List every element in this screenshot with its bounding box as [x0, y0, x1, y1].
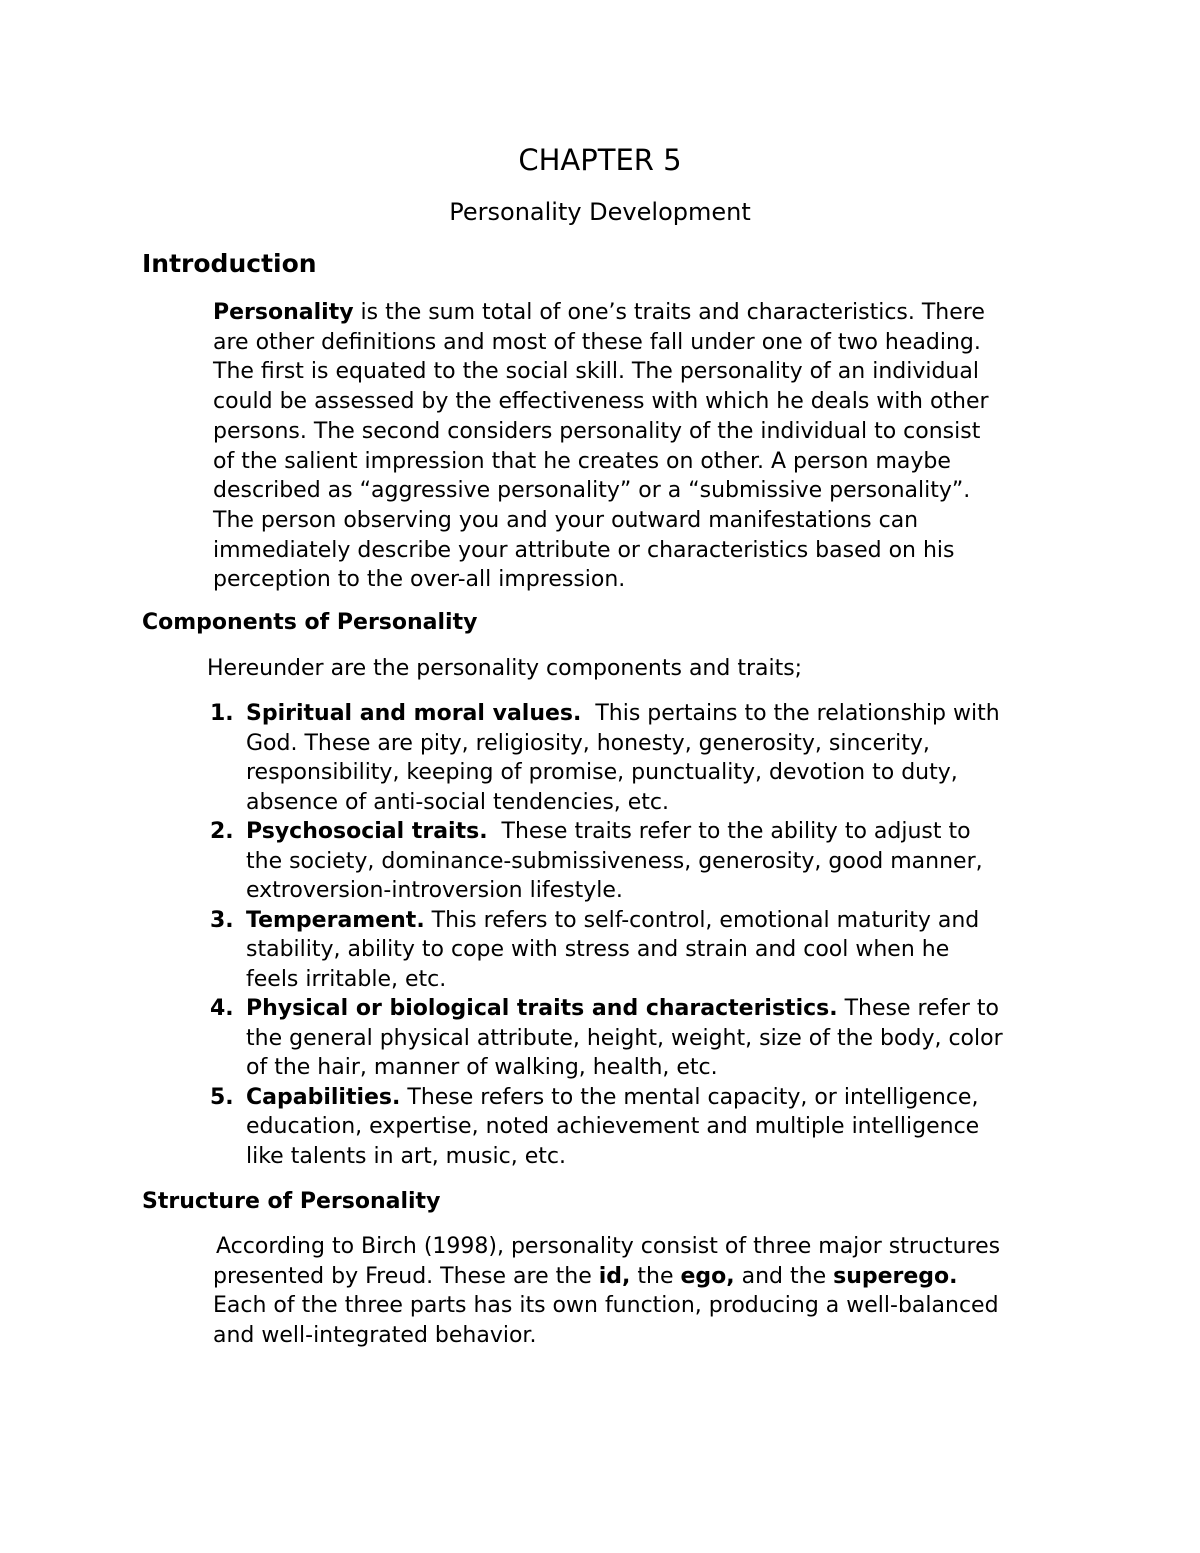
ego-term: ego, — [680, 1263, 735, 1289]
item-line: responsibility, keeping of promise, punctuality, devotion to duty, — [246, 760, 958, 785]
item-title: Capabilities. — [246, 1084, 401, 1110]
item-line: stability, ability to cope with stress and strain and cool when he — [246, 937, 950, 962]
structure-paragraph — [213, 1232, 1073, 1351]
item-title: Spiritual and moral values. — [246, 701, 582, 726]
item-title: Psychosocial traits. — [246, 819, 488, 844]
components-list — [210, 699, 1070, 1171]
intro-line: perception to the over-all impression. — [213, 567, 626, 593]
list-number: 2. — [210, 819, 234, 844]
intro-line: are other definitions and most of these fall under one of two heading. — [213, 329, 981, 355]
structure-line: According to Birch (1998), personality consist of three major structures — [216, 1234, 1001, 1259]
list-number: 1. — [210, 701, 234, 726]
item-line: extroversion-introversion lifestyle. — [246, 878, 623, 903]
item-line: like talents in art, music, etc. — [246, 1143, 566, 1169]
chapter-number: CHAPTER 5 — [518, 143, 682, 177]
components-heading: Components of Personality — [142, 610, 478, 635]
structure-heading: Structure of Personality — [142, 1189, 441, 1214]
intro-line: Personality is the sum total of one’s traits and characteristics. There — [213, 300, 985, 325]
id-term: id, — [598, 1263, 631, 1289]
intro-line: The first is equated to the social skill. The personality of an individual — [213, 359, 979, 385]
list-item: 5. Capabilities. These refers to the mental capacity, or intelligence, education, expertise, noted achievement and multiple intelligence like talents in art, music, etc. — [210, 1083, 1070, 1172]
item-line: feels irritable, etc. — [246, 966, 447, 992]
intro-line: immediately describe your attribute or characteristics based on his — [213, 537, 955, 563]
structure-line: Each of the three parts has its own function, producing a well-balanced — [213, 1293, 999, 1319]
intro-line: persons. The second considers personality of the individual to consist — [213, 418, 981, 444]
intro-term: Personality — [213, 300, 354, 325]
list-item: 1. Spiritual and moral values. This pertains to the relationship with God. These are pity, religiosity, honesty, generosity, sincerity, responsibility, keeping of promise, punctuality, devotion to duty, absence of anti-social tendencies, etc. — [210, 699, 1070, 817]
structure-line: and well-integrated behavior. — [213, 1323, 537, 1349]
list-item: 2. Psychosocial traits. These traits refer to the ability to adjust to the society, dominance-submissiveness, generosity, good manner, extroversion-introversion lifestyle. — [210, 817, 1070, 906]
list-number: 5. — [210, 1084, 234, 1110]
introduction-paragraph — [213, 298, 1073, 595]
item-line: the general physical attribute, height, weight, size of the body, color — [246, 1025, 1003, 1051]
intro-line: The person observing you and your outward manifestations can — [213, 507, 919, 533]
components-lead: Hereunder are the personality components and traits; — [207, 656, 803, 681]
chapter-title: Personality Development — [449, 198, 751, 226]
intro-line: described as “aggressive personality” or a “submissive personality”. — [213, 478, 971, 504]
item-line: education, expertise, noted achievement and multiple intelligence — [246, 1114, 980, 1139]
item-title: Physical or biological traits and characteristics. — [246, 996, 838, 1021]
list-item: 3. Temperament. This refers to self-control, emotional maturity and stability, ability to cope with stress and strain and cool when he feels irritable, etc. — [210, 906, 1070, 995]
item-title: Temperament. — [246, 907, 425, 933]
intro-line: of the salient impression that he creates on other. A person maybe — [213, 448, 951, 474]
item-line: of the hair, manner of walking, health, etc. — [246, 1055, 718, 1080]
intro-line: could be assessed by the effectiveness with which he deals with other — [213, 389, 989, 415]
list-number: 4. — [210, 996, 234, 1021]
item-line: the society, dominance-submissiveness, generosity, good manner, — [246, 848, 983, 874]
item-line: God. These are pity, religiosity, honesty, generosity, sincerity, — [246, 730, 930, 756]
structure-line: presented by Freud. These are the id, the ego, and the superego. — [213, 1263, 958, 1289]
introduction-heading: Introduction — [142, 249, 317, 278]
list-number: 3. — [210, 907, 234, 933]
list-item: 4. Physical or biological traits and characteristics. These refer to the general physical attribute, height, weight, size of the body, color of the hair, manner of walking, health, etc. — [210, 994, 1070, 1083]
superego-term: superego. — [833, 1263, 958, 1289]
item-line: absence of anti-social tendencies, etc. — [246, 789, 670, 815]
